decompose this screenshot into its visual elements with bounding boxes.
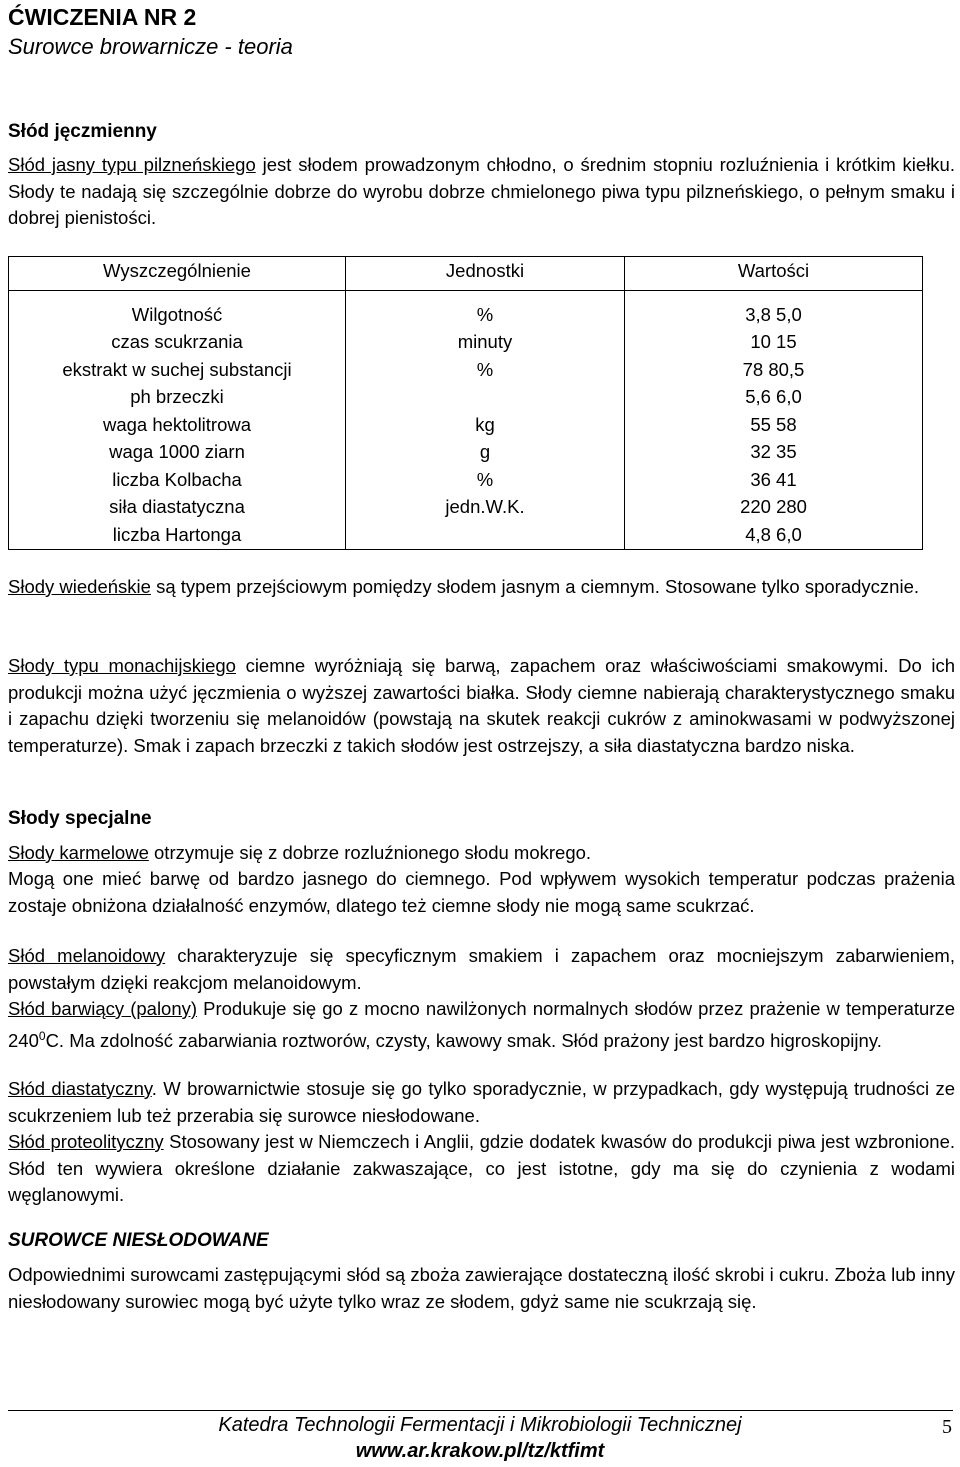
term-diastatic-malt: Słód diastatyczny (8, 1078, 152, 1099)
section-heading-special-malts: Słody specjalne (8, 808, 152, 829)
table-cell: 10 15 (625, 329, 923, 357)
column-header: Wyszczególnienie (9, 257, 346, 291)
table-cell: 36 41 (625, 466, 923, 494)
table-cell: 220 280 (625, 494, 923, 522)
paragraph-unmalted: Odpowiednimi surowcami zastępującymi słód są zboża zawierające dostateczną ilość skrobi i cukru. Zboża lub inny niesłodowany surowiec mogą być użyte tylko wraz ze słodem, gdyż same nie scukrzają się. (8, 1264, 955, 1312)
table-cell: minuty (346, 329, 625, 357)
term-proteolytic-malt: Słód proteolityczny (8, 1131, 164, 1152)
table-cell: % (346, 356, 625, 384)
paragraph-caramel-malt (8, 840, 955, 867)
paragraph-text: są typem przejściowym pomiędzy słodem jasnym a ciemnym. Stosowane tylko sporadycznie. (150, 576, 919, 597)
paragraph-diastatic-malt (8, 1076, 955, 1129)
table-cell: ph brzeczki (9, 384, 346, 412)
paragraph-proteolytic-malt (8, 1129, 955, 1209)
table-row (9, 521, 923, 549)
column-header: Jednostki (346, 257, 625, 291)
table-row (9, 356, 923, 384)
table-cell: liczba Hartonga (9, 521, 346, 549)
paragraph-text: ciemne wyróżniają się barwą, zapachem oraz właściwościami smakowymi. Do ich produkcji można użyć jęczmienia o wyższej zawartości białka. Słody ciemne nabierają charakterystycznego smaku i zapachu dzięki tworzeniu się melanoidów (powstają na skutek reakcji cukrów z aminokwasami w podwyższonej temperaturze). Smak i zapach brzeczki z takich słodów jest ostrzejszy, a siła diastatyczna bardzo niska. (8, 655, 955, 756)
table-cell: waga 1000 ziarn (9, 439, 346, 467)
table-header-row (9, 257, 923, 291)
table-row (9, 301, 923, 329)
paragraph-text: charakteryzuje się specyficznym smakiem i zapachem oraz mocniejszym zabarwieniem, powstałym dzięki reakcjom melanoidowym. (8, 945, 955, 993)
paragraph-caramel-malt-color: Mogą one mieć barwę od bardzo jasnego do ciemnego. Pod wpływem wysokich temperatur podczas prażenia zostaje obniżona działalność enzymów, dlatego też ciemne słody nie mogą same scukrzać. (8, 868, 955, 916)
document-title: ĆWICZENIA NR 2 (8, 4, 197, 30)
table-row (9, 494, 923, 522)
document-subtitle: Surowce browarnicze - teoria (8, 34, 293, 59)
table-cell: ekstrakt w suchej substancji (9, 356, 346, 384)
table-cell: 78 80,5 (625, 356, 923, 384)
footer-url: www.ar.krakow.pl/tz/ktfimt (355, 1440, 605, 1462)
table-cell: 4,8 6,0 (625, 521, 923, 549)
table-cell (346, 384, 625, 412)
term-pilsner-malt: Słód jasny typu pilzneńskiego (8, 154, 256, 175)
superscript-degree: 0 (38, 1028, 46, 1043)
term-caramel-malt: Słody karmelowe (8, 842, 149, 863)
table-cell: g (346, 439, 625, 467)
footer-divider (8, 1410, 953, 1411)
term-melanoidin-malt: Słód melanoidowy (8, 945, 166, 966)
paragraph-text: jest słodem prowadzonym chłodno, o średnim stopniu rozluźnienia i krótkim kiełku. Słody te nadają się szczególnie dobrze do wyrobu dobrze chmielonego piwa typu pilzneńskiego, o pełnym smaku i dobrej pienistości. (8, 154, 955, 228)
paragraph-text: Produkuje się go z mocno nawilżonych normalnych słodów przez prażenie w temperaturze 240 (8, 998, 955, 1051)
paragraph-text: otrzymuje się z dobrze rozluźnionego słodu mokrego. (148, 842, 592, 863)
paragraph-vienna-malt (8, 574, 955, 601)
table-cell: 3,8 5,0 (625, 301, 923, 329)
table-cell: czas scukrzania (9, 329, 346, 357)
paragraph-text: Stosowany jest w Niemczech i Anglii, gdzie dodatek kwasów do produkcji piwa jest wzbronione. Słód ten wywiera określone działanie zakwaszające, co jest istotne, gdy ma się do czynienia z wodami węglanowymi. (8, 1131, 956, 1205)
table-cell: % (346, 301, 625, 329)
table-cell: kg (346, 411, 625, 439)
table-cell (346, 521, 625, 549)
table-cell: 55 58 (625, 411, 923, 439)
table-cell: 32 35 (625, 439, 923, 467)
table-cell: liczba Kolbacha (9, 466, 346, 494)
table-row (9, 384, 923, 412)
paragraph-melanoidin-malt (8, 943, 955, 996)
table-cell: Wilgotność (9, 301, 346, 329)
table-row (9, 439, 923, 467)
section-heading-unmalted: SUROWCE NIESŁODOWANE (8, 1230, 269, 1251)
paragraph-munich-malt (8, 653, 955, 759)
table-row (9, 411, 923, 439)
table-cell: siła diastatyczna (9, 494, 346, 522)
table-cell: % (346, 466, 625, 494)
table-cell: waga hektolitrowa (9, 411, 346, 439)
table-cell: jedn.W.K. (346, 494, 625, 522)
footer-department: Katedra Technologii Fermentacji i Mikrobiologii Technicznej (218, 1414, 742, 1436)
section-heading-barley-malt: Słód jęczmienny (8, 121, 157, 142)
term-munich-malt: Słody typu monachijskiego (8, 655, 236, 676)
paragraph-text: C. Ma zdolność zabarwiania roztworów, czysty, kawowy smak. Słód prażony jest bardzo higroskopijny. (45, 1029, 882, 1051)
paragraph-text: . W browarnictwie stosuje się go tylko sporadycznie, w przypadkach, gdy występują trudności ze scukrzeniem lub też przerabia się surowce niesłodowane. (8, 1078, 955, 1126)
table-row (9, 329, 923, 357)
table-spacer-row (9, 291, 923, 302)
table-body (9, 291, 923, 550)
paragraph-roasted-malt (8, 996, 955, 1054)
page-number: 5 (942, 1416, 952, 1438)
malt-parameters-table (8, 256, 923, 550)
column-header: Wartości (625, 257, 923, 291)
paragraph-pilsner-malt (8, 152, 955, 232)
table-cell: 5,6 6,0 (625, 384, 923, 412)
term-roasted-malt: Słód barwiący (palony) (8, 998, 198, 1019)
table-row (9, 466, 923, 494)
term-vienna-malt: Słody wiedeńskie (8, 576, 151, 597)
